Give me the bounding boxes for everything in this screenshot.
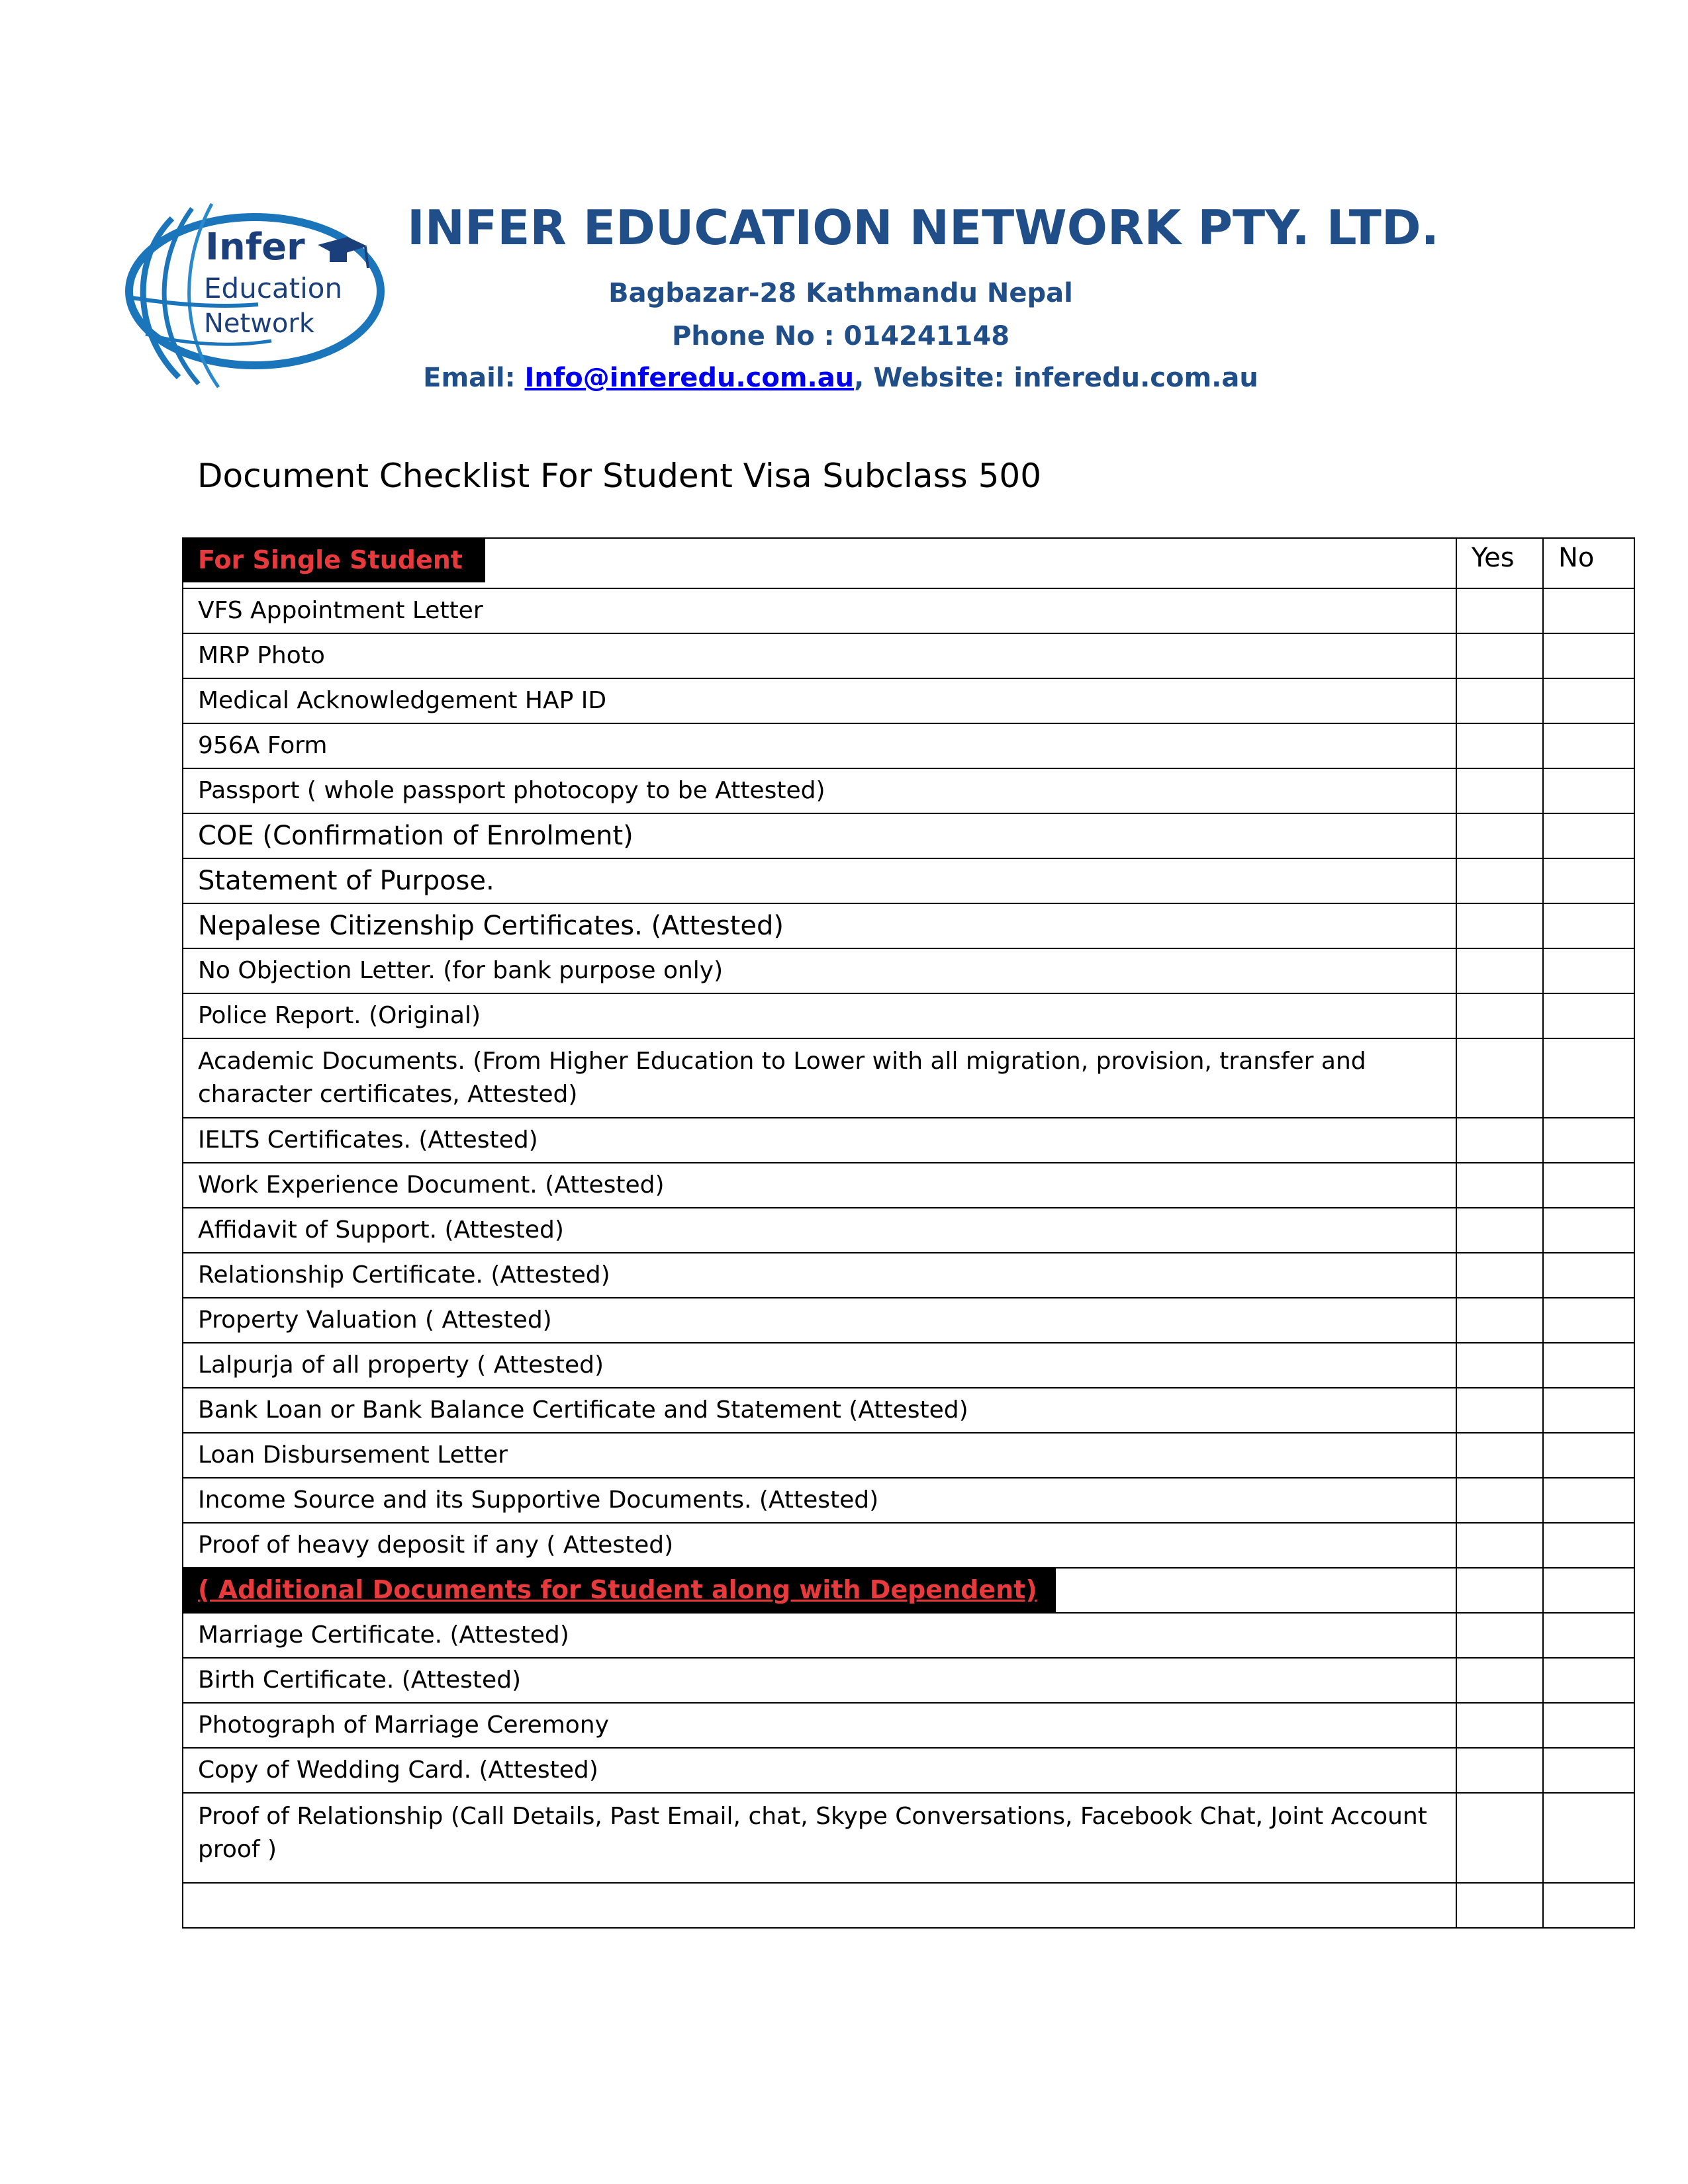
checklist-item-label: No Objection Letter. (for bank purpose only) (183, 948, 1456, 993)
company-logo (119, 199, 397, 390)
checkbox-no[interactable] (1543, 1388, 1634, 1433)
checkbox-yes[interactable] (1456, 948, 1543, 993)
checkbox-empty[interactable] (1456, 1883, 1543, 1928)
checkbox-no[interactable] (1543, 1343, 1634, 1388)
checklist-item-label: Proof of heavy deposit if any ( Attested) (183, 1523, 1456, 1568)
company-address: Bagbazar-28 Kathmandu Nepal (608, 278, 1073, 308)
checkbox-yes[interactable] (1456, 1748, 1543, 1793)
section-single-label: For Single Student (183, 539, 485, 582)
checkbox-yes[interactable] (1456, 1163, 1543, 1208)
checkbox-yes[interactable] (1456, 903, 1543, 948)
table-row (183, 1253, 1634, 1298)
checkbox-no[interactable] (1543, 1433, 1634, 1478)
table-row (183, 813, 1634, 858)
table-row (183, 1658, 1634, 1703)
checkbox-no[interactable] (1543, 678, 1634, 723)
table-row (183, 1343, 1634, 1388)
table-row (183, 768, 1634, 813)
company-phone: Phone No : 014241148 (671, 321, 1010, 351)
checkbox-yes[interactable] (1456, 588, 1543, 633)
checklist-item-label: IELTS Certificates. (Attested) (183, 1118, 1456, 1163)
checkbox-no[interactable] (1543, 1208, 1634, 1253)
checkbox-yes[interactable] (1456, 1343, 1543, 1388)
table-row (183, 903, 1634, 948)
table-row (183, 1163, 1634, 1208)
checkbox-yes[interactable] (1456, 1793, 1543, 1883)
company-name: INFER EDUCATION NETWORK PTY. LTD. (407, 200, 1439, 255)
table-row (183, 1298, 1634, 1343)
checkbox-yes[interactable] (1456, 1433, 1543, 1478)
checkbox-yes[interactable] (1456, 1658, 1543, 1703)
checklist-item-label: VFS Appointment Letter (183, 588, 1456, 633)
checklist-item-label: Birth Certificate. (Attested) (183, 1658, 1456, 1703)
checklist-item-label: Statement of Purpose. (183, 858, 1456, 903)
checkbox-no[interactable] (1543, 1163, 1634, 1208)
checkbox-no[interactable] (1543, 1523, 1634, 1568)
table-row (183, 678, 1634, 723)
checkbox-no[interactable] (1543, 903, 1634, 948)
empty-row (183, 1883, 1634, 1928)
checkbox-yes[interactable] (1456, 633, 1543, 678)
checkbox-yes[interactable] (1456, 1118, 1543, 1163)
checklist-item-label: Loan Disbursement Letter (183, 1433, 1456, 1478)
checkbox-yes[interactable] (1456, 1523, 1543, 1568)
table-row (183, 633, 1634, 678)
checkbox-no[interactable] (1543, 768, 1634, 813)
table-row (183, 1208, 1634, 1253)
checklist-item-label: 956A Form (183, 723, 1456, 768)
checkbox-no[interactable] (1543, 1253, 1634, 1298)
checklist-item-label: COE (Confirmation of Enrolment) (183, 813, 1456, 858)
checklist-item-label: Income Source and its Supportive Documents. (Attested) (183, 1478, 1456, 1523)
email-link[interactable]: Info@inferedu.com.au (524, 363, 855, 393)
checkbox-no[interactable] (1543, 588, 1634, 633)
table-header-row (183, 538, 1634, 588)
document-title: Document Checklist For Student Visa Subclass 500 (197, 457, 1041, 495)
website-text: , Website: inferedu.com.au (854, 363, 1258, 393)
checklist-item-label: Relationship Certificate. (Attested) (183, 1253, 1456, 1298)
checkbox-yes[interactable] (1456, 993, 1543, 1038)
company-contact-line (397, 363, 1284, 393)
checklist-item-label: Photograph of Marriage Ceremony (183, 1703, 1456, 1748)
checkbox-yes[interactable] (1456, 858, 1543, 903)
checkbox-no[interactable] (1543, 1748, 1634, 1793)
section-single-cell (183, 538, 1456, 588)
checkbox-yes[interactable] (1456, 768, 1543, 813)
checkbox-yes[interactable] (1456, 1208, 1543, 1253)
checkbox-no[interactable] (1543, 1118, 1634, 1163)
table-row (183, 1118, 1634, 1163)
table-row (183, 723, 1634, 768)
col-no-header: No (1543, 538, 1634, 588)
checkbox-yes[interactable] (1456, 1703, 1543, 1748)
checklist-item-label: Police Report. (Original) (183, 993, 1456, 1038)
checklist-item-label: Work Experience Document. (Attested) (183, 1163, 1456, 1208)
checkbox-yes[interactable] (1456, 1253, 1543, 1298)
checklist-item-label: Copy of Wedding Card. (Attested) (183, 1748, 1456, 1793)
checklist-item-label: Property Valuation ( Attested) (183, 1298, 1456, 1343)
checkbox-no[interactable] (1543, 1658, 1634, 1703)
table-row (183, 588, 1634, 633)
section-dependent-cell (183, 1568, 1456, 1613)
checkbox-no[interactable] (1543, 858, 1634, 903)
checkbox-no[interactable] (1543, 948, 1634, 993)
checkbox-no[interactable] (1543, 1613, 1634, 1658)
checklist-item-label: Proof of Relationship (Call Details, Past Email, chat, Skype Conversations, Facebook Chat, Joint Account proof ) (183, 1793, 1456, 1883)
checkbox-no[interactable] (1543, 993, 1634, 1038)
checkbox-yes[interactable] (1456, 1388, 1543, 1433)
checkbox-no[interactable] (1543, 1038, 1634, 1118)
table-row (183, 1388, 1634, 1433)
checkbox-yes[interactable] (1456, 1613, 1543, 1658)
table-row (183, 1613, 1634, 1658)
checkbox-yes[interactable] (1456, 723, 1543, 768)
logo-text-infer: Infer (205, 226, 305, 269)
col-yes-header: Yes (1456, 538, 1543, 588)
table-row (183, 858, 1634, 903)
table-row (183, 1748, 1634, 1793)
table-row (183, 1433, 1634, 1478)
logo-text-education: Education (204, 272, 343, 304)
checkbox-yes[interactable] (1456, 1038, 1543, 1118)
table-row (183, 1523, 1634, 1568)
checkbox-yes[interactable] (1456, 1478, 1543, 1523)
checklist-item-label: Nepalese Citizenship Certificates. (Attested) (183, 903, 1456, 948)
checkbox-yes[interactable] (1456, 678, 1543, 723)
checklist-item-label: Academic Documents. (From Higher Education to Lower with all migration, provision, transfer and character certificates, Attested) (183, 1038, 1456, 1118)
table-row (183, 993, 1634, 1038)
checklist-item-label: Medical Acknowledgement HAP ID (183, 678, 1456, 723)
checklist-item-label: Lalpurja of all property ( Attested) (183, 1343, 1456, 1388)
checkbox-empty[interactable] (1543, 1883, 1634, 1928)
checkbox-no[interactable] (1543, 1703, 1634, 1748)
checkbox-no[interactable] (1543, 1478, 1634, 1523)
checkbox-no[interactable] (1543, 813, 1634, 858)
checkbox-yes[interactable] (1456, 1298, 1543, 1343)
checkbox-no[interactable] (1543, 723, 1634, 768)
checkbox-yes[interactable] (1456, 1568, 1543, 1613)
checkbox-no[interactable] (1543, 633, 1634, 678)
checkbox-no[interactable] (1543, 1298, 1634, 1343)
checklist-item-label: Bank Loan or Bank Balance Certificate and Statement (Attested) (183, 1388, 1456, 1433)
table-row (183, 1793, 1634, 1883)
checklist-table (182, 537, 1635, 1929)
checklist-item-label: MRP Photo (183, 633, 1456, 678)
section-dependent-label: ( Additional Documents for Student along with Dependent) (183, 1569, 1056, 1612)
checkbox-no[interactable] (1543, 1568, 1634, 1613)
email-label: Email: (423, 363, 525, 393)
checklist-item-label: Passport ( whole passport photocopy to be Attested) (183, 768, 1456, 813)
checklist-item-label: Marriage Certificate. (Attested) (183, 1613, 1456, 1658)
table-row (183, 1038, 1634, 1118)
checkbox-yes[interactable] (1456, 813, 1543, 858)
checklist-item-label: Affidavit of Support. (Attested) (183, 1208, 1456, 1253)
empty-cell (183, 1883, 1456, 1928)
table-row (183, 1478, 1634, 1523)
table-row (183, 948, 1634, 993)
checkbox-no[interactable] (1543, 1793, 1634, 1883)
section-dependent-row (183, 1568, 1634, 1613)
table-row (183, 1703, 1634, 1748)
logo-text-network: Network (204, 308, 315, 339)
